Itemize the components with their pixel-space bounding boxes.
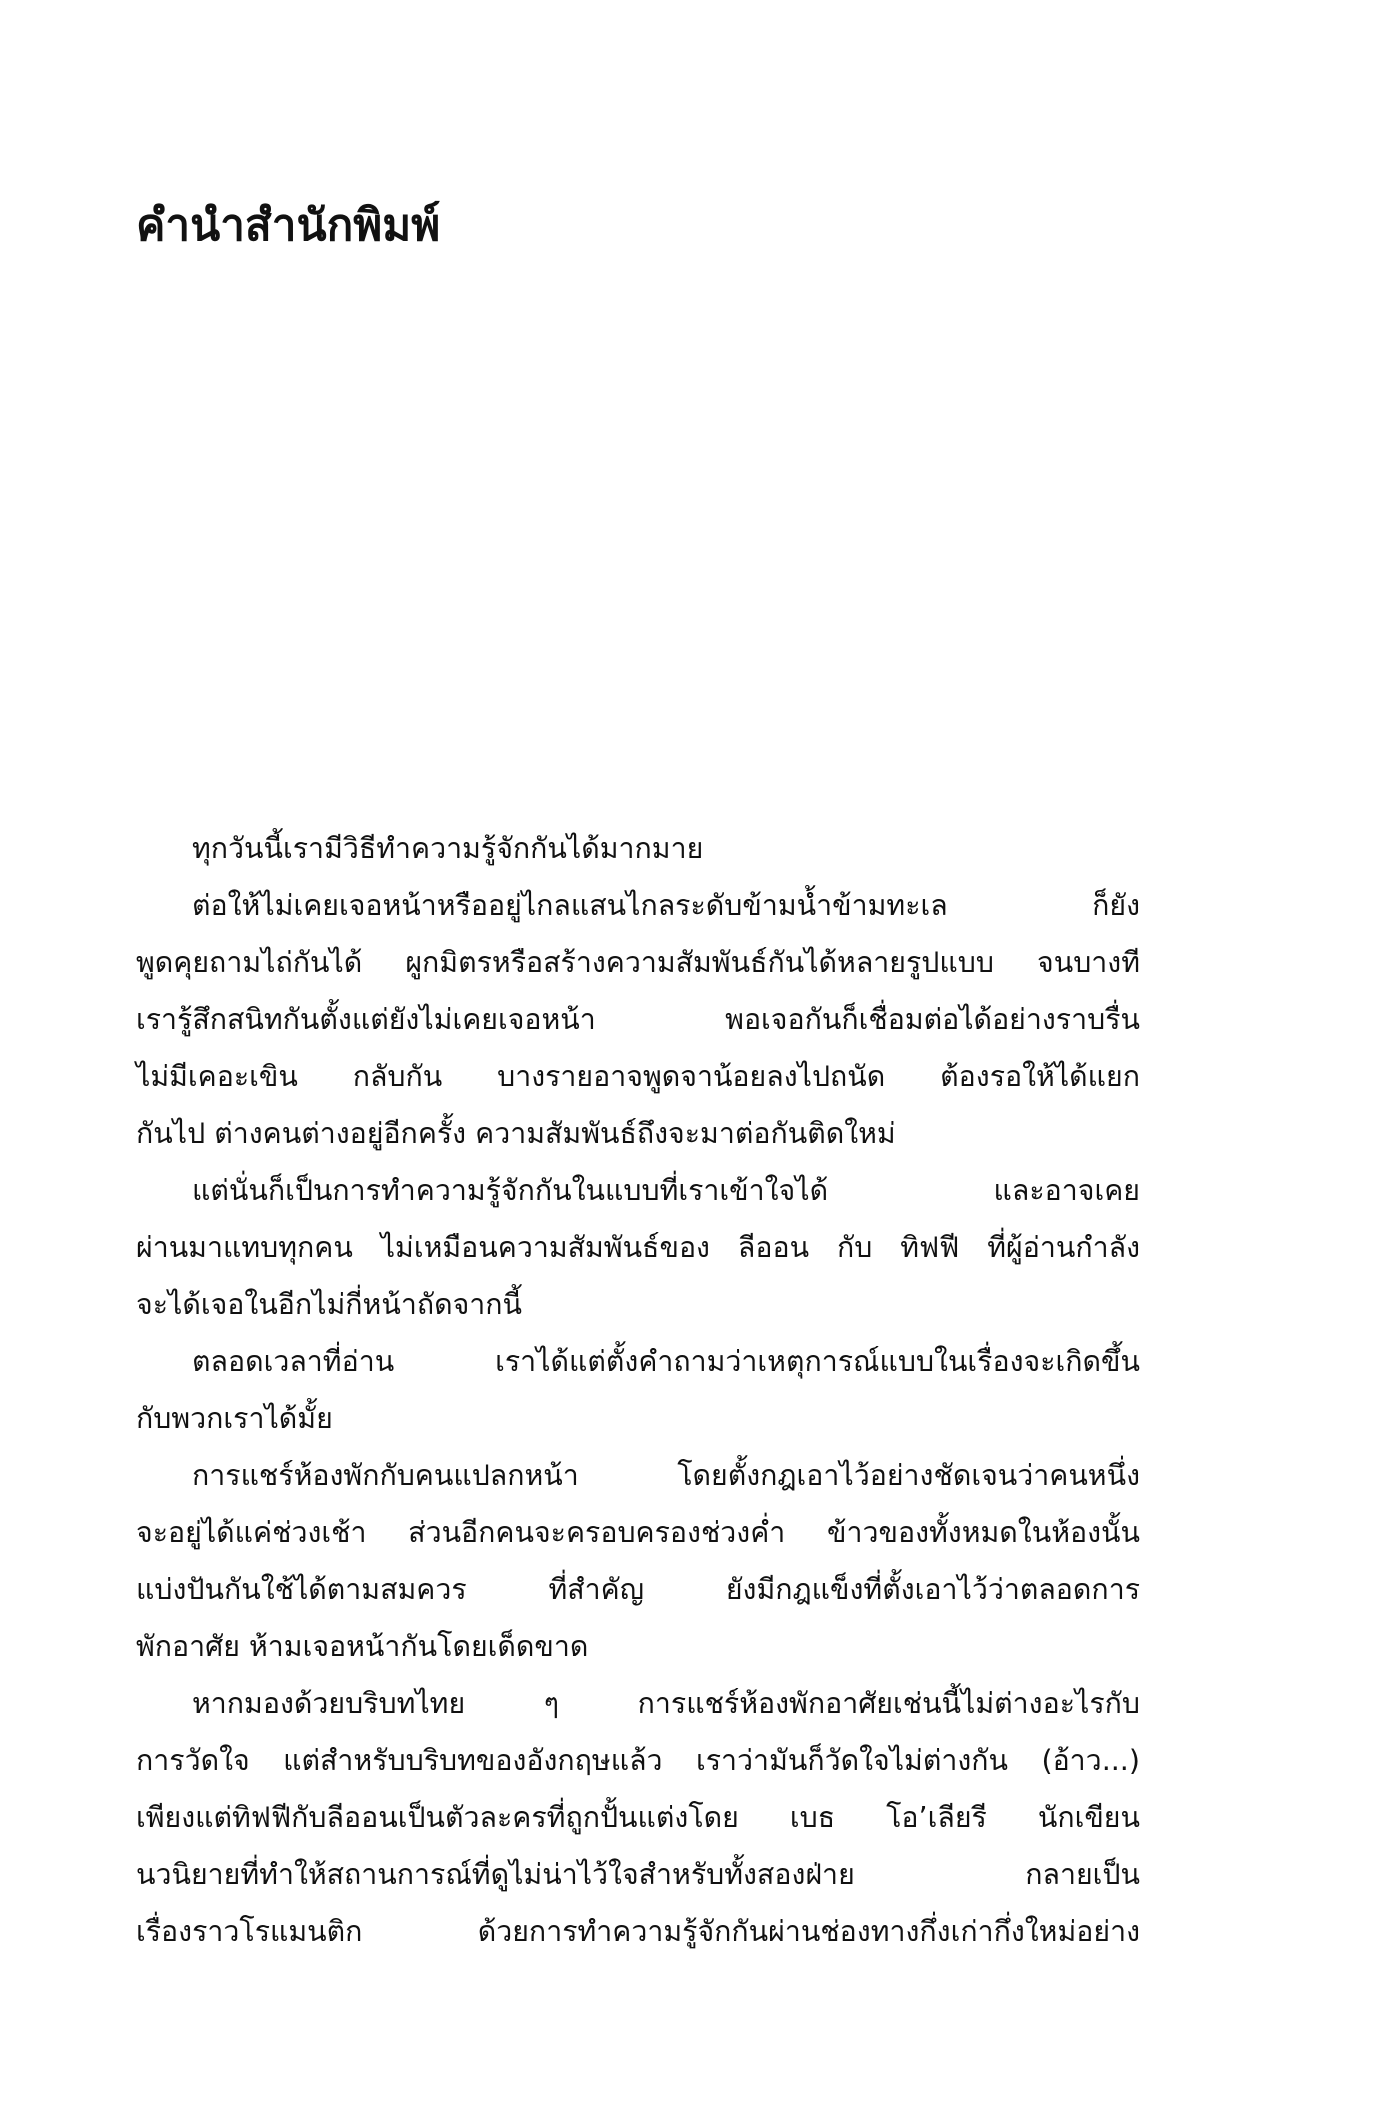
text-line: พักอาศัย ห้ามเจอหน้ากันโดยเด็ดขาด — [136, 1630, 589, 1663]
text-line: จะอยู่ได้แค่ช่วงเช้า ส่วนอีกคนจะครอบครองช่วงค่ำ ข้าวของทั้งหมดในห้องนั้น — [136, 1516, 1140, 1549]
text-line: ไม่มีเคอะเขิน กลับกัน บางรายอาจพูดจาน้อยลงไปถนัด ต้องรอให้ได้แยก — [136, 1060, 1140, 1093]
text-line: กันไป ต่างคนต่างอยู่อีกครั้ง ความสัมพันธ์ถึงจะมาต่อกันติดใหม่ — [136, 1117, 896, 1150]
page-title: คำนำสำนักพิมพ์ — [136, 200, 441, 251]
text-line: การแชร์ห้องพักกับคนแปลกหน้า โดยตั้งกฎเอาไว้อย่างชัดเจนว่าคนหนึ่ง — [192, 1459, 1140, 1492]
text-line: ต่อให้ไม่เคยเจอหน้าหรืออยู่ไกลแสนไกลระดับข้ามน้ำข้ามทะเล ก็ยัง — [192, 889, 1140, 922]
text-line: นวนิยายที่ทำให้สถานการณ์ที่ดูไม่น่าไว้ใจสำหรับทั้งสองฝ่าย กลายเป็น — [136, 1858, 1140, 1891]
text-line: เพียงแต่ทิฟฟีกับลีออนเป็นตัวละครที่ถูกปั้นแต่งโดย เบธ โอ’เลียรี นักเขียน — [136, 1801, 1140, 1834]
text-line: กับพวกเราได้มั้ย — [136, 1402, 333, 1435]
text-line: เรื่องราวโรแมนติก ด้วยการทำความรู้จักกันผ่านช่องทางกึ่งเก่ากึ่งใหม่อย่าง — [136, 1915, 1140, 1948]
text-line: จะได้เจอในอีกไม่กี่หน้าถัดจากนี้ — [136, 1288, 523, 1321]
text-line: พูดคุยถามไถ่กันได้ ผูกมิตรหรือสร้างความสัมพันธ์กันได้หลายรูปแบบ จนบางที — [136, 946, 1140, 979]
text-line: เรารู้สึกสนิทกันตั้งแต่ยังไม่เคยเจอหน้า พอเจอกันก็เชื่อมต่อได้อย่างราบรื่น — [136, 1003, 1140, 1036]
text-line: แบ่งปันกันใช้ได้ตามสมควร ที่สำคัญ ยังมีกฎแข็งที่ตั้งเอาไว้ว่าตลอดการ — [136, 1573, 1140, 1606]
text-line: ทุกวันนี้เรามีวิธีทำความรู้จักกันได้มากมาย — [192, 832, 704, 865]
text-line: หากมองด้วยบริบทไทย ๆ การแชร์ห้องพักอาศัยเช่นนี้ไม่ต่างอะไรกับ — [192, 1687, 1140, 1720]
text-line: การวัดใจ แต่สำหรับบริบทของอังกฤษแล้ว เราว่ามันก็วัดใจไม่ต่างกัน (อ้าว...) — [136, 1744, 1140, 1777]
text-line: ตลอดเวลาที่อ่าน เราได้แต่ตั้งคำถามว่าเหตุการณ์แบบในเรื่องจะเกิดขึ้น — [192, 1345, 1140, 1378]
text-line: แต่นั่นก็เป็นการทำความรู้จักกันในแบบที่เราเข้าใจได้ และอาจเคย — [192, 1174, 1140, 1207]
text-line: ผ่านมาแทบทุกคน ไม่เหมือนความสัมพันธ์ของ ลีออน กับ ทิฟฟี ที่ผู้อ่านกำลัง — [136, 1231, 1140, 1264]
body-text — [136, 820, 1140, 1960]
